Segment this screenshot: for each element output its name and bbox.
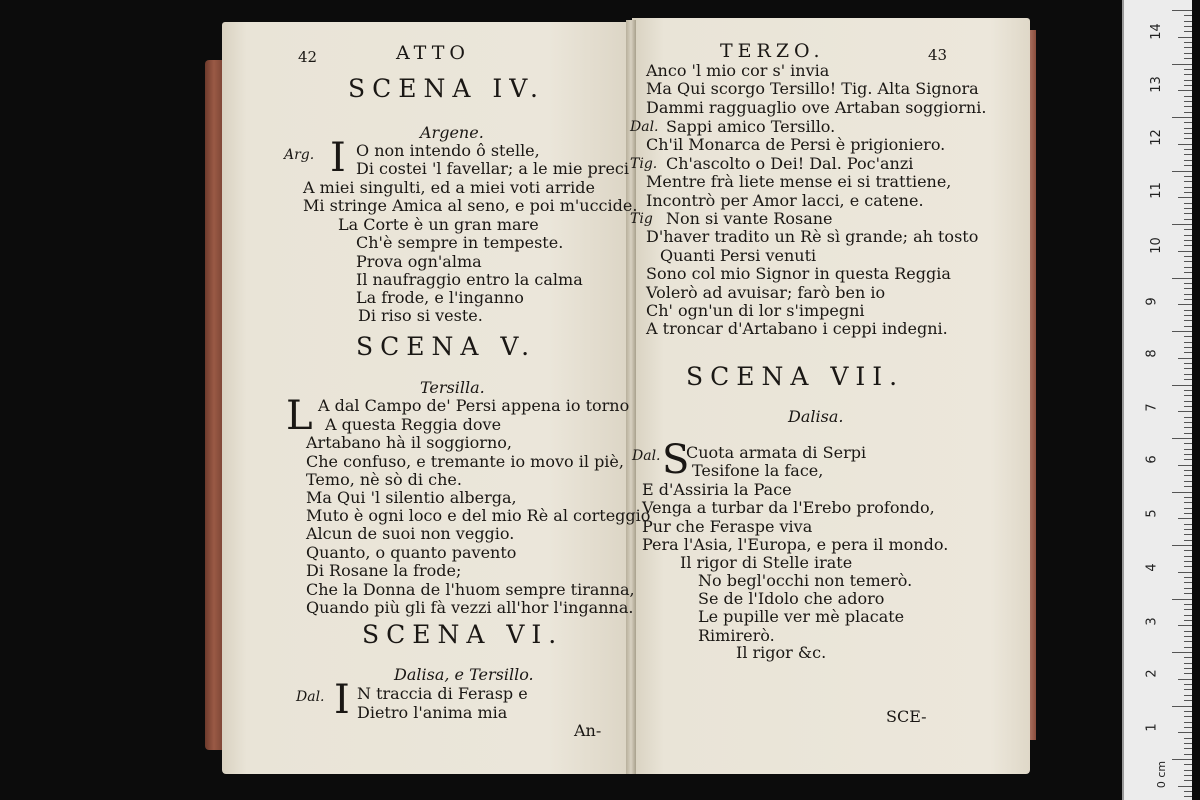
ruler-tick [1184,593,1192,594]
ruler-tick [1184,524,1192,525]
scene-vi-line: N traccia di Ferasp e [357,684,528,703]
scene-vii-line: Venga a turbar da l'Erebo profondo, [642,498,935,517]
ruler-tick [1184,336,1192,337]
ruler-tick [1184,128,1192,129]
ruler-tick [1184,181,1192,182]
ruler-tick [1184,219,1192,220]
scene-iv-line: Mi stringe Amica al seno, e poi m'uccide. [303,196,638,215]
scene-v-line: Artabano hà il soggiorno, [306,433,512,452]
ruler-tick [1184,240,1192,241]
ruler-tick [1172,706,1192,707]
ruler-tick [1184,673,1192,674]
ruler-tick [1172,278,1192,279]
ruler-tick [1184,427,1192,428]
ruler-tick [1184,176,1192,177]
ruler-tick [1184,192,1192,193]
scene-iv-line: O non intendo ô stelle, [356,141,540,160]
scene-vii-line: Se de l'Idolo che adoro [698,589,885,608]
ruler-tick [1184,556,1192,557]
ruler-tick [1172,10,1192,11]
scene-v-line: A questa Reggia dove [325,415,502,434]
ruler-tick [1184,299,1192,300]
ruler-tick [1184,85,1192,86]
dialogue-line: Mentre frà liete mense ei si trattiene, [646,172,952,191]
scene-iv-line: Di costei 'l favellar; a le mie preci [356,159,629,178]
scene-iv-speaker: Arg. [284,147,315,163]
scene-v-line: Alcun de suoi non veggio. [306,524,515,543]
ruler-tick [1184,534,1192,535]
ruler-number: 13 [1148,76,1164,93]
scene-vi-character: Dalisa, e Tersillo. [394,665,534,684]
ruler-tick [1184,775,1192,776]
scene-vii-character: Dalisa. [788,407,844,426]
ruler-tick [1184,764,1192,765]
ruler-tick [1184,58,1192,59]
ruler-tick [1178,625,1192,626]
ruler-tick [1184,641,1192,642]
ruler-tick [1184,454,1192,455]
ruler-tick [1184,96,1192,97]
ruler-tick [1184,657,1192,658]
ruler-tick [1184,550,1192,551]
ruler-tick [1184,235,1192,236]
ruler-tick [1184,122,1192,123]
ruler-tick [1184,663,1192,664]
dialogue-line: Volerò ad avuisar; farò ben io [646,283,886,302]
ruler-tick [1184,208,1192,209]
ruler-tick [1184,26,1192,27]
ruler-tick [1184,267,1192,268]
ruler-tick [1184,352,1192,353]
scene-vii-line: Rimirerò. [698,626,775,645]
ruler-tick [1184,631,1192,632]
ruler-tick [1184,738,1192,739]
ruler-tick [1184,711,1192,712]
dialogue-speaker: Tig [630,211,653,227]
dialogue-line: Sappi amico Tersillo. [666,117,836,136]
ruler-tick [1184,486,1192,487]
ruler-tick [1184,154,1192,155]
ruler-tick [1184,288,1192,289]
scene-vi-title: SCENA VI. [362,620,564,649]
ruler-tick [1184,689,1192,690]
ruler-tick [1184,149,1192,150]
scene-v-line: Temo, nè sò di che. [306,470,462,489]
ruler-tick [1184,796,1192,797]
dialogue-line: Ch'il Monarca de Persi è prigioniero. [646,135,946,154]
ruler-tick [1184,106,1192,107]
ruler-tick [1178,37,1192,38]
dialogue-line: A troncar d'Artabano i ceppi indegni. [646,319,948,338]
ruler-tick [1184,700,1192,701]
ruler-tick [1184,722,1192,723]
scene-vii-line: Cuota armata di Serpi [686,443,867,462]
ruler-tick [1172,599,1192,600]
ruler-tick [1184,668,1192,669]
ruler-tick [1184,374,1192,375]
ruler-number: 14 [1148,23,1164,40]
ruler-number: 7 [1144,403,1160,412]
ruler-tick [1184,647,1192,648]
running-head-right: TERZO. [720,40,825,62]
ruler-tick [1184,187,1192,188]
ruler-tick [1184,620,1192,621]
ruler-tick [1184,433,1192,434]
page-number-left: 42 [298,48,318,66]
ruler-tick [1184,283,1192,284]
ruler-number: 2 [1144,669,1160,678]
ruler-tick [1184,379,1192,380]
ruler-tick [1172,171,1192,172]
ruler-tick [1178,786,1192,787]
scene-vi-initial: I [334,677,350,723]
ruler-tick [1184,101,1192,102]
scene-vii-title: SCENA VII. [686,362,905,391]
dialogue-speaker: Dal. [630,119,659,135]
scene-vii-speaker: Dal. [632,448,661,464]
dialogue-line: Ma Qui scorgo Tersillo! Tig. Alta Signora [646,79,979,98]
ruler-tick [1178,732,1192,733]
ruler-tick [1184,320,1192,321]
ruler-tick [1178,411,1192,412]
ruler-tick [1184,566,1192,567]
ruler-tick [1172,224,1192,225]
ruler-number: 11 [1148,182,1164,199]
ruler-tick [1184,481,1192,482]
ruler-tick [1184,42,1192,43]
ruler-tick [1172,64,1192,65]
ruler-tick [1178,251,1192,252]
dialogue-line: Ch'ascolto o Dei! Dal. Poc'anzi [666,154,914,173]
ruler-tick [1184,502,1192,503]
ruler-tick [1178,144,1192,145]
ruler-tick [1172,759,1192,760]
dialogue-line: Incontrò per Amor lacci, e catene. [646,191,924,210]
ruler-tick [1184,695,1192,696]
ruler-tick [1178,90,1192,91]
ruler-tick [1184,74,1192,75]
ruler-tick [1184,406,1192,407]
ruler-number: 1 [1144,723,1160,732]
ruler-tick [1184,363,1192,364]
ruler-tick [1184,443,1192,444]
ruler-tick [1184,615,1192,616]
scene-v-title: SCENA V. [356,332,537,361]
ruler-tick [1184,513,1192,514]
ruler-tick [1184,449,1192,450]
ruler-tick [1172,331,1192,332]
dialogue-line: Non si vante Rosane [666,209,833,228]
scene-iv-line: Prova ogn'alma [356,252,482,271]
scene-vii-line: E d'Assiria la Pace [642,480,792,499]
book-edge-left [205,60,223,750]
ruler-unit-label: 0 cm [1155,760,1169,789]
ruler-number: 3 [1144,617,1160,626]
dialogue-line: Dammi ragguaglio ove Artaban soggiorni. [646,98,987,117]
ruler-tick [1184,508,1192,509]
ruler-tick [1184,582,1192,583]
ruler-tick [1184,727,1192,728]
ruler-tick [1184,315,1192,316]
ruler-tick [1184,133,1192,134]
ruler-tick [1184,497,1192,498]
dialogue-line: D'haver tradito un Rè sì grande; ah tosto [646,227,979,246]
ruler-tick [1172,117,1192,118]
ruler-tick [1184,748,1192,749]
ruler-tick [1184,422,1192,423]
ruler-tick [1172,652,1192,653]
dialogue-line: Sono col mio Signor in questa Reggia [646,264,951,283]
ruler-tick [1178,679,1192,680]
scene-iv-line: La frode, e l'inganno [356,288,524,307]
ruler-tick [1184,245,1192,246]
scene-v-initial: L [286,393,313,439]
ruler-tick [1184,165,1192,166]
ruler-tick [1184,347,1192,348]
ruler-tick [1184,80,1192,81]
ruler-tick [1184,229,1192,230]
ruler-tick [1178,197,1192,198]
scene-v-line: Che confuso, e tremante io movo il piè, [306,452,624,471]
ruler-tick [1184,791,1192,792]
ruler-tick [1184,112,1192,113]
scene-iv-title: SCENA IV. [348,74,545,103]
ruler-tick [1184,53,1192,54]
scene-vi-line: Dietro l'anima mia [357,703,508,722]
ruler-tick [1184,470,1192,471]
scene-v-line: Quanto, o quanto pavento [306,543,517,562]
scene-vii-line: Pera l'Asia, l'Europa, e pera il mondo. [642,535,949,554]
scene-vii-line: Il rigor di Stelle irate [680,553,853,572]
dialogue-line: Quanti Persi venuti [660,246,817,265]
ruler-tick [1184,604,1192,605]
scene-v-line: Che la Donna de l'huom sempre tiranna, [306,580,635,599]
ruler-tick [1172,385,1192,386]
ruler-number: 12 [1148,129,1164,146]
ruler-number: 10 [1148,237,1164,254]
ruler-tick [1184,395,1192,396]
ruler-tick [1178,572,1192,573]
ruler-tick [1184,577,1192,578]
measurement-ruler [1122,0,1192,800]
catchword-right: SCE- [886,707,927,726]
ruler-tick [1184,390,1192,391]
dialogue-speaker: Tig. [630,156,658,172]
scene-v-line: Quando più gli fà vezzi all'hor l'inganna. [306,598,634,617]
ruler-tick [1184,743,1192,744]
ruler-tick [1184,770,1192,771]
ruler-number: 6 [1144,455,1160,464]
scene-v-character: Tersilla. [420,378,485,397]
ruler-tick [1178,518,1192,519]
scene-iv-initial: I [330,135,346,181]
ruler-tick [1184,417,1192,418]
scene-v-line: A dal Campo de' Persi appena io torno [318,396,630,415]
scene-iv-line: A miei singulti, ed a miei voti arride [303,178,595,197]
scene-iv-line: Il naufraggio entro la calma [356,270,583,289]
ruler-tick [1184,459,1192,460]
ruler-tick [1184,636,1192,637]
ruler-tick [1184,15,1192,16]
ruler-tick [1184,609,1192,610]
scene-iv-character: Argene. [420,123,484,142]
ruler-tick [1184,716,1192,717]
ruler-tick [1172,438,1192,439]
running-head-left: ATTO [396,42,470,64]
ruler-tick [1184,160,1192,161]
ruler-tick [1184,261,1192,262]
scene-vii-initial: S [662,437,690,483]
scene-v-line: Di Rosane la frode; [306,561,462,580]
ruler-tick [1184,529,1192,530]
ruler-number: 8 [1144,349,1160,358]
scene-vii-line: Le pupille ver mè placate [698,607,905,626]
ruler-tick [1184,21,1192,22]
ruler-tick [1184,47,1192,48]
scene-vi-speaker: Dal. [296,689,325,705]
ruler-tick [1184,272,1192,273]
ruler-tick [1184,588,1192,589]
ruler-tick [1184,754,1192,755]
ruler-tick [1184,561,1192,562]
ruler-tick [1184,684,1192,685]
ruler-tick [1178,465,1192,466]
ruler-tick [1178,304,1192,305]
ruler-tick [1184,31,1192,32]
page-number-right: 43 [928,46,948,64]
ruler-tick [1172,492,1192,493]
scene-vii-line: Tesifone la face, [692,461,824,480]
scene-iv-line: Ch'è sempre in tempeste. [356,233,564,252]
ruler-tick [1184,294,1192,295]
ruler-tick [1184,256,1192,257]
dialogue-line: Anco 'l mio cor s' invia [646,61,830,80]
ruler-tick [1184,368,1192,369]
catchword-left: An- [574,721,602,740]
scene-iv-line: La Corte è un gran mare [338,215,539,234]
scene-vii-line: Il rigor &c. [736,643,827,662]
ruler-number: 9 [1144,297,1160,306]
scene-v-line: Muto è ogni loco e del mio Rè al corteggio [306,506,651,525]
scene-v-line: Ma Qui 'l silentio alberga, [306,488,517,507]
ruler-tick [1184,475,1192,476]
ruler-number: 4 [1144,563,1160,572]
ruler-tick [1184,138,1192,139]
scene-vii-line: Pur che Feraspe viva [642,517,813,536]
ruler-tick [1184,203,1192,204]
ruler-tick [1172,545,1192,546]
ruler-tick [1184,780,1192,781]
ruler-tick [1184,69,1192,70]
ruler-tick [1184,310,1192,311]
ruler-tick [1184,213,1192,214]
scene-vii-line: No begl'occhi non temerò. [698,571,913,590]
dialogue-line: Ch' ogn'un di lor s'impegni [646,301,865,320]
ruler-number: 5 [1144,509,1160,518]
ruler-tick [1184,540,1192,541]
ruler-edge [1122,0,1124,800]
ruler-tick [1184,342,1192,343]
ruler-tick [1184,401,1192,402]
scene-iv-line: Di riso si veste. [358,306,483,325]
ruler-tick [1178,358,1192,359]
ruler-tick [1184,326,1192,327]
